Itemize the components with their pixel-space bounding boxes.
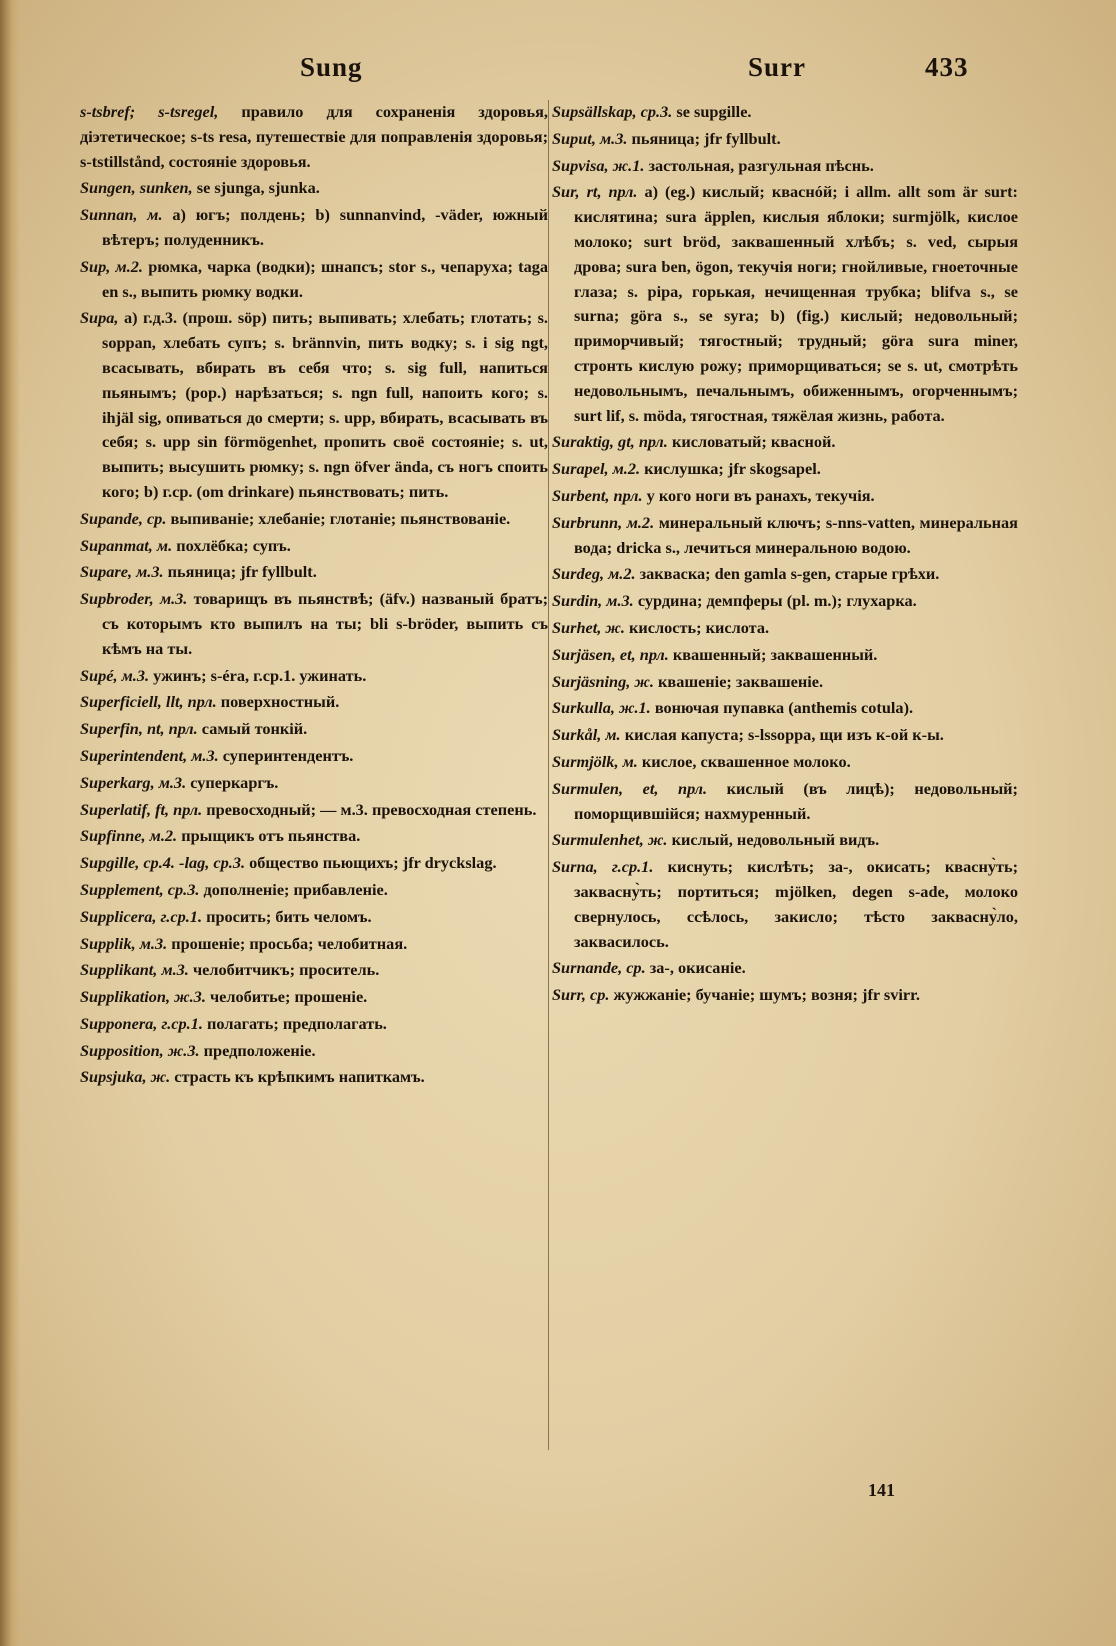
dictionary-entry [80,176,548,201]
dictionary-entry [552,457,1018,482]
dictionary-entry [80,534,548,559]
entry-definition: за-, окисаніе. [649,958,746,978]
entry-definition: закваска; den gamla s-gen, старые грѣхи. [639,564,940,584]
entry-headword: Surmulen, et, прл. [552,778,708,798]
dictionary-entry [552,983,1018,1008]
entry-headword: Sungen, sunken, [80,178,193,198]
dictionary-entry [552,616,1018,641]
entry-definition: общество пьющихъ; jfr dryckslag. [249,853,497,873]
entry-headword: Surbrunn, м.2. [552,512,655,532]
entry-headword: Sup, м.2. [80,256,143,276]
entry-headword: Supare, м.3. [80,562,164,582]
entry-definition: кислое, сквашенное молоко. [641,751,851,771]
entry-headword: Surjäsen, et, прл. [552,644,669,664]
entry-headword: Surapel, м.2. [552,459,641,479]
entry-definition: суперкаргъ. [190,772,279,792]
dictionary-entry [552,750,1018,775]
dictionary-entry [80,771,548,796]
dictionary-entry [80,744,548,769]
entry-definition: пьяница; jfr fyllbult. [631,128,781,148]
dictionary-entry [552,589,1018,614]
entry-definition: поверхностный. [220,692,340,712]
entry-headword: Sur, rt, прл. [552,182,638,202]
dictionary-entry [80,878,548,903]
entry-definition: ужинъ; s-éra, г.ср.1. ужинать. [153,665,367,685]
dictionary-entry [552,956,1018,981]
entry-headword: Suraktig, gt, прл. [552,432,668,452]
entry-headword: Superlatif, ft, прл. [80,799,203,819]
entry-definition: минеральный ключъ; s-nns-vatten, минеральная вода; dricka s., лечиться минеральною водою. [574,512,1018,557]
dictionary-entry [552,562,1018,587]
entry-definition: a) (eg.) кислый; кваснóй; i allm. allt som är surt: кислятина; sura äpplen, кислыя яблоки; surmjölk, кислое молоко; surt bröd, заквашенный хлѣбъ; s. ved, сырыя дрова; sura ben, ögon, текучія ноги; гнойливые, гноеточные глаза; s. pipa, горькая, нечищенная трубка; blifva s., se surna; göra s., se syra; b) (fig.) кислый; недовольный; приморчивый; тягостный; трудный; göra sura miner, стронть кислую рожу; приморщиваться; se s. ut, смотрѣть недовольнымъ, печальнымъ, обиженнымъ, огорченнымъ; surt lif, s. möda, тягостная, тяжёлая жизнь, работа. [574,182,1018,425]
dictionary-entry [552,430,1018,455]
entry-headword: Surdeg, м.2. [552,564,636,584]
dictionary-entry [80,958,548,983]
entry-definition: se sjunga, sjunka. [196,178,320,198]
dictionary-entry [80,1012,548,1037]
entry-definition: дополненіе; прибавленіе. [203,879,388,899]
entry-headword: s-tsbref; s-tsregel, [80,102,219,121]
entry-headword: Superficiell, llt, прл. [80,692,217,712]
entry-definition: просить; бить челомъ. [206,906,372,926]
dictionary-entry [552,484,1018,509]
entry-definition: квашеніе; заквашеніе. [658,671,824,691]
dictionary-entry [80,1065,548,1090]
dictionary-entry [80,255,548,305]
entry-headword: Sunnan, м. [80,205,163,225]
dictionary-entry [80,717,548,742]
dictionary-entry [552,670,1018,695]
dictionary-entry [552,100,1018,125]
page-number: 433 [925,52,969,82]
entry-headword: Surhet, ж. [552,617,625,637]
entry-definition: товарищъ въ пьянствѣ; (äfv.) названый братъ; съ которымъ кто выпилъ на ты; bli s-bröder, выпить съ кѣмъ на ты. [102,589,548,658]
dictionary-entry [80,905,548,930]
entry-headword: Surkulla, ж.1. [552,698,651,718]
dictionary-entry [552,511,1018,561]
entry-definition: челобитчикъ; проситель. [192,960,380,980]
dictionary-entry [80,306,548,504]
entry-definition: кислость; кислота. [629,617,770,637]
entry-definition: застольная, разгульная пѣснь. [648,155,874,175]
dictionary-entry [80,100,548,174]
entry-headword: Superintendent, м.3. [80,745,219,765]
entry-headword: Supsällskap, ср.3. [552,102,673,121]
entry-headword: Surnande, ср. [552,958,646,978]
entry-headword: Superfin, nt, прл. [80,719,198,739]
dictionary-entry [80,690,548,715]
left-column [80,100,548,1092]
dictionary-entry [80,824,548,849]
entry-headword: Supande, ср. [80,508,167,528]
dictionary-entry [552,180,1018,428]
entry-definition: самый тонкій. [201,719,308,739]
entry-definition: челобитье; прошеніе. [209,987,368,1007]
entry-headword: Surmulenhet, ж. [552,830,668,850]
entry-definition: кислушка; jfr skogsapel. [644,459,821,479]
entry-definition: a) югъ; полдень; b) sunnanvind, -väder, южный вѣтеръ; полуденникъ. [102,205,549,249]
entry-headword: Supponera, г.ср.1. [80,1013,203,1033]
dictionary-entry [80,560,548,585]
entry-headword: Surmjölk, м. [552,751,638,771]
entry-definition: сурдина; демпферы (pl. m.); глухарка. [637,591,917,611]
entry-definition: квашенный; заквашенный. [672,644,878,664]
entry-definition: у кого ноги въ ранахъ, текучія. [646,485,875,505]
guide-word-right: Surr [748,52,806,82]
entry-headword: Supé, м.3. [80,665,150,685]
dictionary-entry [80,932,548,957]
entry-definition: a) г.д.3. (прош. söp) пить; выпивать; хлебать; глотать; s. soppan, хлебать супъ; s. brännvin, пить водку; s. i sig ngt, всасывать, вбирать въ себя что; s. sig full, напиться пьянымъ; (pop.) нарѣзаться; s. ngn full, напоить кого; s. ihjäl sig, опиваться до смерти; s. upp, вбирать, всасывать въ себя; s. upp sin förmögenhet, пропить своё состояніе; s. ut, выпить; высушить рюмку; s. ngn öfver ända, съ ногъ споить кого; b) г.ср. (om drinkare) пьянствовать; пить. [102,308,549,501]
entry-definition: правило для сохраненія здоровья, діэтетическое; s-ts resa, путешествіе для поправленія здоровья; s-tstillstånd, состояніе здоровья. [80,102,549,171]
entry-headword: Suput, м.3. [552,128,628,148]
entry-headword: Surkål, м. [552,725,621,745]
dictionary-entry [80,664,548,689]
dictionary-entry [552,154,1018,179]
entry-headword: Surjäsning, ж. [552,671,654,691]
entry-headword: Supplicera, г.ср.1. [80,906,203,926]
entry-headword: Supbroder, м.3. [80,589,188,609]
entry-definition: похлёбка; супъ. [176,535,291,555]
entry-headword: Surr, ср. [552,985,610,1005]
dictionary-entry [80,1039,548,1064]
entry-headword: Surdin, м.3. [552,591,634,611]
dictionary-entry [552,723,1018,748]
entry-definition: жужжаніе; бучаніе; шумъ; возня; jfr svirr. [613,985,920,1005]
entry-definition: киснуть; кислѣть; за-, окисать; квасну̀ть; заквасну̀ть; портиться; mjölken, degen s-ade, молоко свернулось, ссѣлось, закисло; тѣсто заквасну̀ло, заквасилось. [574,857,1018,951]
dictionary-entry [80,851,548,876]
entry-headword: Supfinne, м.2. [80,826,178,846]
entry-headword: Supplikation, ж.3. [80,987,206,1007]
entry-definition: страсть къ крѣпкимъ напиткамъ. [174,1067,425,1087]
entry-headword: Supanmat, м. [80,535,173,555]
dictionary-entry [552,127,1018,152]
entry-definition: пьяница; jfr fyllbult. [167,562,317,582]
dictionary-entry [80,203,548,253]
entry-definition: вонючая пупавка (anthemis cotula). [654,698,914,718]
dictionary-entry [80,985,548,1010]
entry-definition: суперинтендентъ. [222,745,354,765]
page-header [0,52,1116,92]
dictionary-entry [80,507,548,532]
dictionary-entry [552,696,1018,721]
page-binding-shadow [0,0,20,1646]
entry-headword: Surbent, прл. [552,485,643,505]
column-divider [548,100,549,1450]
entry-headword: Surna, г.ср.1. [552,857,654,877]
entry-definition: прошеніе; просьба; челобитная. [171,933,408,953]
entry-definition: кислый (въ лицѣ); недовольный; поморщившійся; нахмуренный. [574,778,1018,823]
entry-headword: Supplement, ср.3. [80,879,200,899]
entry-headword: Supsjuka, ж. [80,1067,171,1087]
entry-definition: превосходный; — м.3. превосходная степень. [206,799,537,819]
guide-word-left: Sung [300,52,363,82]
dictionary-entry [80,587,548,661]
entry-headword: Supplik, м.3. [80,933,168,953]
entry-definition: кислая капуста; s-lssoppa, щи изъ к-ой к-ы. [624,725,944,745]
entry-definition: кислый, недовольный видъ. [671,830,880,850]
entry-headword: Supposition, ж.3. [80,1040,200,1060]
entry-definition: se supgille. [676,102,752,121]
entry-headword: Supa, [80,308,119,328]
entry-definition: предположеніе. [203,1040,316,1060]
entry-headword: Supplikant, м.3. [80,960,189,980]
dictionary-entry [552,777,1018,827]
signature-mark: 141 [868,1480,895,1500]
entry-definition: рюмка, чарка (водки); шнапсъ; stor s., чепаруха; taga en s., выпить рюмку водки. [102,256,549,301]
dictionary-entry [552,828,1018,853]
entry-headword: Supgille, ср.4. -lag, ср.3. [80,853,246,873]
entry-headword: Superkarg, м.3. [80,772,187,792]
dictionary-entry [552,643,1018,668]
entry-definition: кисловатый; квасной. [671,432,836,452]
dictionary-entry [552,855,1018,954]
entry-headword: Supvisa, ж.1. [552,155,645,175]
entry-definition: полагать; предполагать. [207,1013,387,1033]
entry-definition: выпиваніе; хлебаніе; глотаніе; пьянствованіе. [170,508,511,528]
dictionary-entry [80,798,548,823]
entry-definition: прыщикъ отъ пьянства. [181,826,361,846]
right-column [550,100,1018,1010]
